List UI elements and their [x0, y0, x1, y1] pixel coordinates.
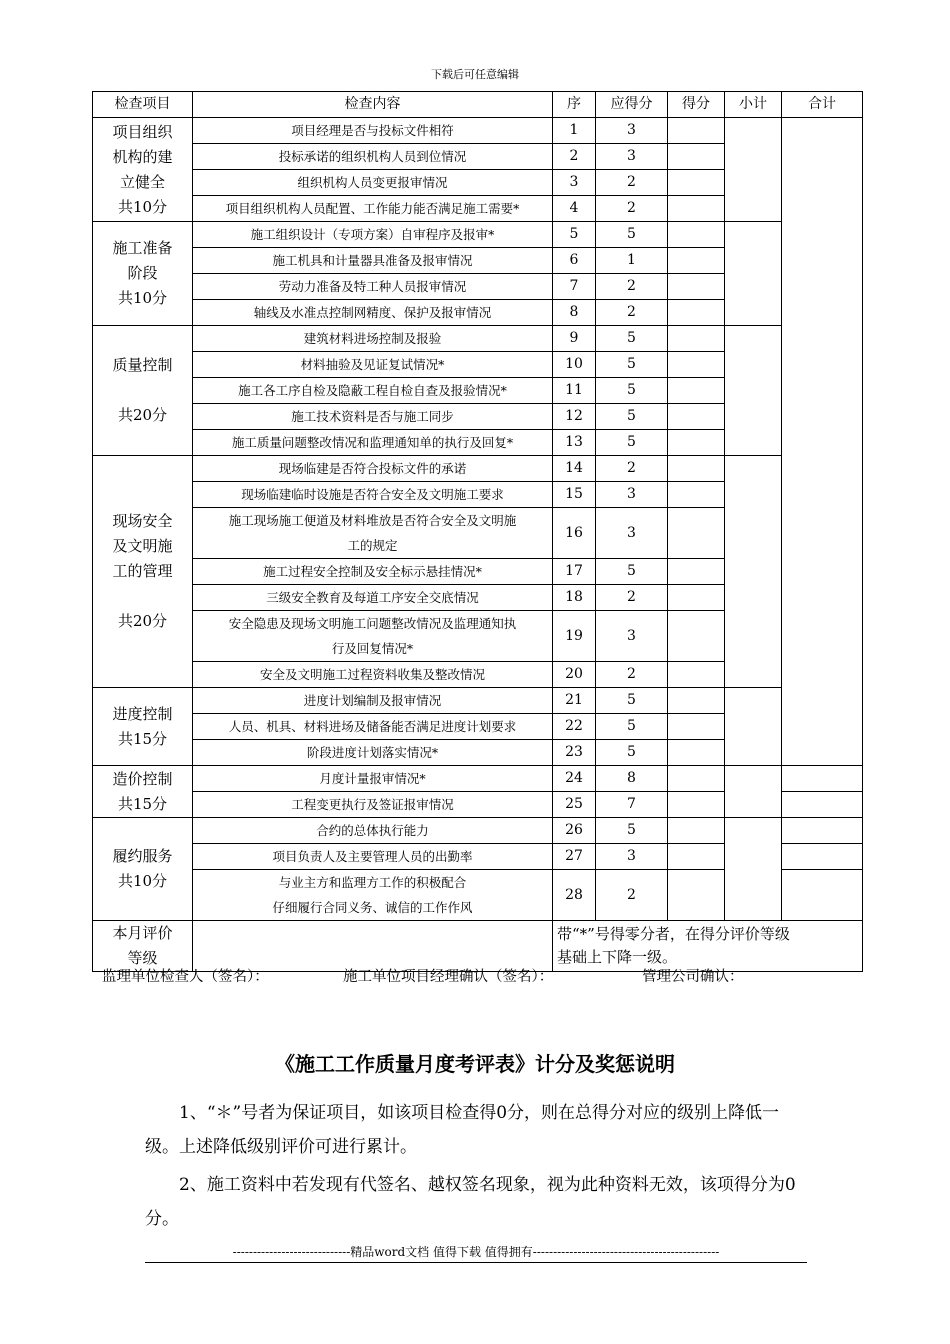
- management-confirm-label: 管理公司确认：: [642, 969, 744, 985]
- score-due-cell: [596, 326, 668, 352]
- content-cell: [193, 430, 553, 456]
- content-cell: [193, 662, 553, 688]
- seq-value: 15: [565, 486, 583, 502]
- score-cell: [668, 508, 725, 559]
- score-cell: [668, 170, 725, 196]
- category-line: 履约服务: [112, 847, 173, 865]
- score-due-cell: [596, 482, 668, 508]
- category-line: 共10分: [117, 289, 168, 307]
- content-text-line2: 行及回复情况*: [331, 641, 414, 656]
- score-due-cell: [596, 559, 668, 585]
- content-text: 工程变更执行及签证报审情况: [291, 797, 454, 812]
- seq-cell: [553, 144, 596, 170]
- seq-value: 28: [565, 886, 583, 903]
- score-cell: [668, 248, 725, 274]
- score-due-value: 5: [627, 744, 636, 760]
- content-text: 组织机构人员变更报审情况: [297, 175, 448, 190]
- category-cell: [93, 688, 193, 766]
- header-score: 得分: [668, 92, 725, 118]
- seq-value: 1: [569, 122, 579, 138]
- score-cell: [668, 118, 725, 144]
- seq-value: 17: [565, 563, 583, 579]
- score-due-cell: [596, 352, 668, 378]
- seq-value: 11: [565, 382, 583, 398]
- seq-cell: [553, 688, 596, 714]
- seq-cell: [553, 248, 596, 274]
- header-item: 检查项目: [93, 92, 193, 118]
- seq-value: 3: [569, 174, 579, 190]
- score-cell: [668, 740, 725, 766]
- seq-value: 5: [569, 226, 579, 242]
- content-text: 项目组织机构人员配置、工作能力能否满足施工需要*: [225, 201, 520, 216]
- content-cell: [193, 611, 553, 662]
- content-text: 现场临建临时设施是否符合安全及文明施工要求: [241, 487, 504, 502]
- category-cell: [93, 326, 193, 456]
- score-due-cell: [596, 740, 668, 766]
- score-due-cell: [596, 456, 668, 482]
- score-due-cell: [596, 714, 668, 740]
- content-text: 轴线及水准点控制网精度、保护及报审情况: [253, 305, 492, 320]
- score-due-cell: [596, 508, 668, 559]
- content-text: 施工过程安全控制及安全标示悬挂情况*: [263, 564, 482, 579]
- content-text: 现场临建是否符合投标文件的承诺: [278, 461, 467, 476]
- header-score-due: 应得分: [596, 92, 668, 118]
- table-row: [93, 688, 863, 714]
- total-cell: [782, 118, 863, 766]
- seq-value: 12: [565, 408, 583, 424]
- score-cell: [668, 274, 725, 300]
- footer-divider: [145, 1262, 807, 1263]
- paragraph-2: 2、施工资料中若发现有代签名、越权签名现象，视为此种资料无效，该项得分为0分。: [145, 1175, 796, 1229]
- content-cell: [193, 585, 553, 611]
- score-due-cell: [596, 688, 668, 714]
- content-text: 施工技术资料是否与施工同步: [291, 409, 454, 424]
- evaluation-note-cell: [553, 921, 863, 972]
- score-due-cell: [596, 144, 668, 170]
- score-due-cell: [596, 118, 668, 144]
- category-line: 共15分: [117, 729, 168, 748]
- seq-cell: [553, 118, 596, 144]
- seq-value: 24: [565, 770, 583, 786]
- category-cell: [93, 222, 193, 326]
- category-line: 及文明施: [112, 537, 173, 555]
- score-due-cell: [596, 818, 668, 844]
- score-cell: [668, 844, 725, 870]
- content-text: 月度计量报审情况*: [319, 771, 426, 786]
- category-line: 造价控制: [112, 769, 173, 788]
- seq-cell: [553, 662, 596, 688]
- total-cell: [782, 844, 863, 870]
- content-cell: [193, 404, 553, 430]
- seq-value: 8: [569, 304, 579, 320]
- score-due-cell: [596, 766, 668, 792]
- seq-cell: [553, 352, 596, 378]
- content-cell: [193, 378, 553, 404]
- content-cell: [193, 870, 553, 921]
- content-text: 项目负责人及主要管理人员的出勤率: [272, 849, 473, 864]
- content-cell: [193, 144, 553, 170]
- content-text-line2: 工的规定: [347, 538, 398, 553]
- subtotal-cell: [725, 456, 782, 688]
- content-text: 劳动力准备及特工种人员报审情况: [278, 279, 467, 294]
- seq-cell: [553, 274, 596, 300]
- score-cell: [668, 766, 725, 792]
- content-cell: [193, 196, 553, 222]
- seq-value: 18: [565, 589, 583, 605]
- seq-value: 22: [565, 718, 583, 734]
- subtotal-cell: [725, 222, 782, 326]
- score-due-value: 7: [627, 796, 636, 812]
- evaluation-label-cell: [93, 921, 193, 972]
- seq-value: 19: [565, 627, 583, 644]
- score-cell: [668, 378, 725, 404]
- seq-cell: [553, 740, 596, 766]
- seq-cell: [553, 196, 596, 222]
- evaluation-table: [92, 91, 863, 972]
- seq-value: 2: [569, 148, 579, 164]
- score-cell: [668, 326, 725, 352]
- content-cell: [193, 170, 553, 196]
- header-subtotal: 小计: [725, 92, 782, 118]
- evaluation-label: 本月评价: [112, 924, 173, 942]
- header-content: 检查内容: [193, 92, 553, 118]
- subtotal-cell: [725, 766, 782, 818]
- category-line: 共20分: [117, 612, 168, 630]
- score-due-value: 3: [627, 122, 636, 138]
- score-due-cell: [596, 792, 668, 818]
- content-cell: [193, 482, 553, 508]
- score-due-value: 5: [627, 382, 636, 398]
- score-cell: [668, 870, 725, 921]
- score-due-cell: [596, 170, 668, 196]
- content-text: 施工机具和计量器具准备及报审情况: [272, 253, 473, 268]
- content-text: 施工组织设计（专项方案）自审程序及报审*: [250, 227, 495, 242]
- score-due-value: 3: [627, 848, 636, 864]
- seq-cell: [553, 170, 596, 196]
- score-cell: [668, 714, 725, 740]
- score-cell: [668, 662, 725, 688]
- section-title: 《施工工作质量月度考评表》计分及奖惩说明: [275, 1052, 675, 1076]
- score-cell: [668, 404, 725, 430]
- score-cell: [668, 559, 725, 585]
- score-cell: [668, 300, 725, 326]
- seq-cell: [553, 818, 596, 844]
- content-cell: [193, 300, 553, 326]
- header-total: 合计: [782, 92, 863, 118]
- score-due-value: 2: [627, 200, 636, 216]
- score-cell: [668, 482, 725, 508]
- category-line: 施工准备: [112, 239, 173, 257]
- content-cell: [193, 352, 553, 378]
- seq-cell: [553, 766, 596, 792]
- seq-value: 27: [565, 848, 583, 864]
- category-line: 工的管理: [112, 562, 173, 580]
- seq-cell: [553, 714, 596, 740]
- evaluation-row: [93, 921, 863, 972]
- seq-value: 13: [565, 434, 583, 450]
- content-cell: [193, 222, 553, 248]
- score-cell: [668, 688, 725, 714]
- content-text: 阶段进度计划落实情况*: [306, 745, 439, 760]
- seq-value: 10: [565, 356, 583, 372]
- score-cell: [668, 792, 725, 818]
- contractor-signature-label: 施工单位项目经理确认（签名）：: [343, 969, 554, 985]
- subtotal-cell: [725, 688, 782, 766]
- seq-value: 26: [565, 822, 583, 838]
- seq-cell: [553, 482, 596, 508]
- seq-cell: [553, 792, 596, 818]
- score-due-value: 5: [627, 226, 636, 242]
- evaluation-note-line2: 基础上下降一级。: [557, 948, 678, 966]
- content-cell: [193, 456, 553, 482]
- seq-value: 7: [569, 278, 579, 294]
- table-row: [93, 326, 863, 352]
- category-line: 现场安全: [112, 512, 173, 530]
- table-row: [93, 222, 863, 248]
- score-due-cell: [596, 430, 668, 456]
- subtotal-cell: [725, 326, 782, 456]
- seq-cell: [553, 844, 596, 870]
- subtotal-cell: [725, 118, 782, 222]
- category-line: [93, 584, 192, 609]
- score-cell: [668, 430, 725, 456]
- seq-cell: [553, 559, 596, 585]
- seq-cell: [553, 404, 596, 430]
- score-due-value: 2: [627, 886, 636, 903]
- category-line: 阶段: [127, 264, 158, 282]
- seq-cell: [553, 585, 596, 611]
- score-due-value: 2: [627, 666, 636, 682]
- category-line: 共10分: [117, 197, 168, 216]
- content-cell: [193, 766, 553, 792]
- score-cell: [668, 611, 725, 662]
- category-line: 质量控制: [112, 356, 173, 374]
- content-text: 三级安全教育及每道工序安全交底情况: [266, 590, 479, 605]
- score-due-cell: [596, 611, 668, 662]
- seq-cell: [553, 326, 596, 352]
- score-due-value: 2: [627, 174, 636, 190]
- score-due-value: 1: [627, 252, 636, 268]
- score-due-value: 3: [627, 627, 636, 644]
- score-due-value: 3: [627, 486, 636, 502]
- footer-text: -----------------------------精品word文档 值得下载 值得拥有----------------------------------------------: [232, 1245, 720, 1259]
- seq-cell: [553, 300, 596, 326]
- seq-cell: [553, 430, 596, 456]
- content-text: 安全及文明施工过程资料收集及整改情况: [259, 667, 485, 682]
- score-due-cell: [596, 248, 668, 274]
- score-due-cell: [596, 585, 668, 611]
- score-due-value: 5: [627, 330, 636, 346]
- content-text: 合约的总体执行能力: [316, 823, 429, 838]
- seq-value: 21: [565, 692, 583, 708]
- score-due-value: 3: [627, 524, 636, 541]
- category-line: 项目组织: [112, 122, 173, 141]
- score-due-value: 2: [627, 589, 636, 605]
- content-cell: [193, 508, 553, 559]
- category-line: 立健全: [119, 172, 165, 191]
- score-due-value: 5: [627, 563, 636, 579]
- score-due-cell: [596, 844, 668, 870]
- score-due-cell: [596, 222, 668, 248]
- content-text: 与业主方和监理方工作的积极配合: [278, 875, 467, 890]
- score-due-cell: [596, 196, 668, 222]
- total-cell: [782, 818, 863, 844]
- category-cell: [93, 456, 193, 688]
- top-note: 下载后可任意编辑: [431, 68, 519, 81]
- content-text: 材料抽验及见证复试情况*: [300, 357, 445, 372]
- content-text: 进度计划编制及报审情况: [303, 693, 442, 708]
- content-cell: [193, 688, 553, 714]
- supervisor-signature-label: 监理单位检查人（签名）：: [102, 969, 269, 985]
- content-text: 建筑材料进场控制及报验: [303, 331, 442, 346]
- category-line: 共15分: [117, 794, 168, 813]
- content-cell: [193, 559, 553, 585]
- content-text: 投标承诺的组织机构人员到位情况: [278, 149, 467, 164]
- score-due-cell: [596, 404, 668, 430]
- content-cell: [193, 274, 553, 300]
- score-due-value: 5: [627, 408, 636, 424]
- score-due-value: 5: [627, 692, 636, 708]
- content-text: 施工现场施工便道及材料堆放是否符合安全及文明施: [228, 513, 517, 528]
- score-due-cell: [596, 662, 668, 688]
- content-text-line2: 仔细履行合同义务、诚信的工作作风: [272, 900, 473, 915]
- evaluation-grade-cell: [193, 921, 553, 972]
- content-cell: [193, 844, 553, 870]
- seq-value: 6: [569, 252, 579, 268]
- content-text: 项目经理是否与投标文件相符: [291, 123, 454, 138]
- score-cell: [668, 352, 725, 378]
- content-text: 施工各工序自检及隐蔽工程自检自查及报验情况*: [238, 383, 507, 398]
- content-cell: [193, 118, 553, 144]
- score-cell: [668, 456, 725, 482]
- category-cell: [93, 118, 193, 222]
- score-cell: [668, 222, 725, 248]
- category-line: 共10分: [117, 872, 168, 890]
- score-due-value: 5: [627, 434, 636, 450]
- table-row: [93, 118, 863, 144]
- score-due-value: 5: [627, 822, 636, 838]
- content-text: 施工质量问题整改情况和监理通知单的执行及回复*: [231, 435, 514, 450]
- header-seq: 序: [553, 92, 596, 118]
- score-due-value: 2: [627, 304, 636, 320]
- content-cell: [193, 714, 553, 740]
- table-row: [93, 818, 863, 844]
- score-cell: [668, 144, 725, 170]
- content-text: 人员、机具、材料进场及储备能否满足进度计划要求: [228, 719, 517, 734]
- score-due-value: 2: [627, 460, 636, 476]
- score-due-value: 5: [627, 718, 636, 734]
- score-due-value: 2: [627, 278, 636, 294]
- category-cell: [93, 818, 193, 921]
- content-cell: [193, 818, 553, 844]
- evaluation-note: 带“*”号得零分者，在得分评价等级: [557, 925, 790, 943]
- seq-value: 20: [565, 666, 583, 682]
- category-cell: [93, 766, 193, 818]
- seq-cell: [553, 456, 596, 482]
- score-due-cell: [596, 300, 668, 326]
- total-cell: [782, 870, 863, 921]
- category-line: [93, 378, 192, 403]
- total-cell: [782, 792, 863, 818]
- table-row: [93, 456, 863, 482]
- table-row: [93, 766, 863, 792]
- seq-value: 23: [565, 744, 583, 760]
- seq-cell: [553, 611, 596, 662]
- paragraph-1: 1、“＊”号者为保证项目，如该项目检查得0分，则在总得分对应的级别上降低一级。上述降低级别评价可进行累计。: [145, 1103, 780, 1157]
- score-cell: [668, 585, 725, 611]
- score-cell: [668, 818, 725, 844]
- score-due-cell: [596, 378, 668, 404]
- score-due-cell: [596, 274, 668, 300]
- score-due-cell: [596, 870, 668, 921]
- score-due-value: 3: [627, 148, 636, 164]
- seq-cell: [553, 378, 596, 404]
- score-due-value: 5: [627, 356, 636, 372]
- seq-value: 14: [565, 460, 583, 476]
- content-text: 安全隐患及现场文明施工问题整改情况及监理通知执: [228, 616, 517, 631]
- score-due-value: 8: [627, 770, 636, 786]
- content-cell: [193, 248, 553, 274]
- seq-value: 4: [569, 200, 579, 216]
- category-line: 共20分: [117, 406, 168, 424]
- evaluation-label-line2: 等级: [127, 949, 158, 967]
- seq-value: 9: [569, 330, 579, 346]
- seq-cell: [553, 222, 596, 248]
- seq-cell: [553, 870, 596, 921]
- category-line: 进度控制: [112, 704, 173, 723]
- score-cell: [668, 196, 725, 222]
- seq-value: 16: [565, 524, 583, 541]
- seq-value: 25: [565, 796, 583, 812]
- content-cell: [193, 326, 553, 352]
- total-cell: [782, 766, 863, 792]
- subtotal-cell: [725, 818, 782, 921]
- content-cell: [193, 740, 553, 766]
- header-row: [93, 92, 863, 118]
- seq-cell: [553, 508, 596, 559]
- category-line: 机构的建: [112, 147, 173, 166]
- content-cell: [193, 792, 553, 818]
